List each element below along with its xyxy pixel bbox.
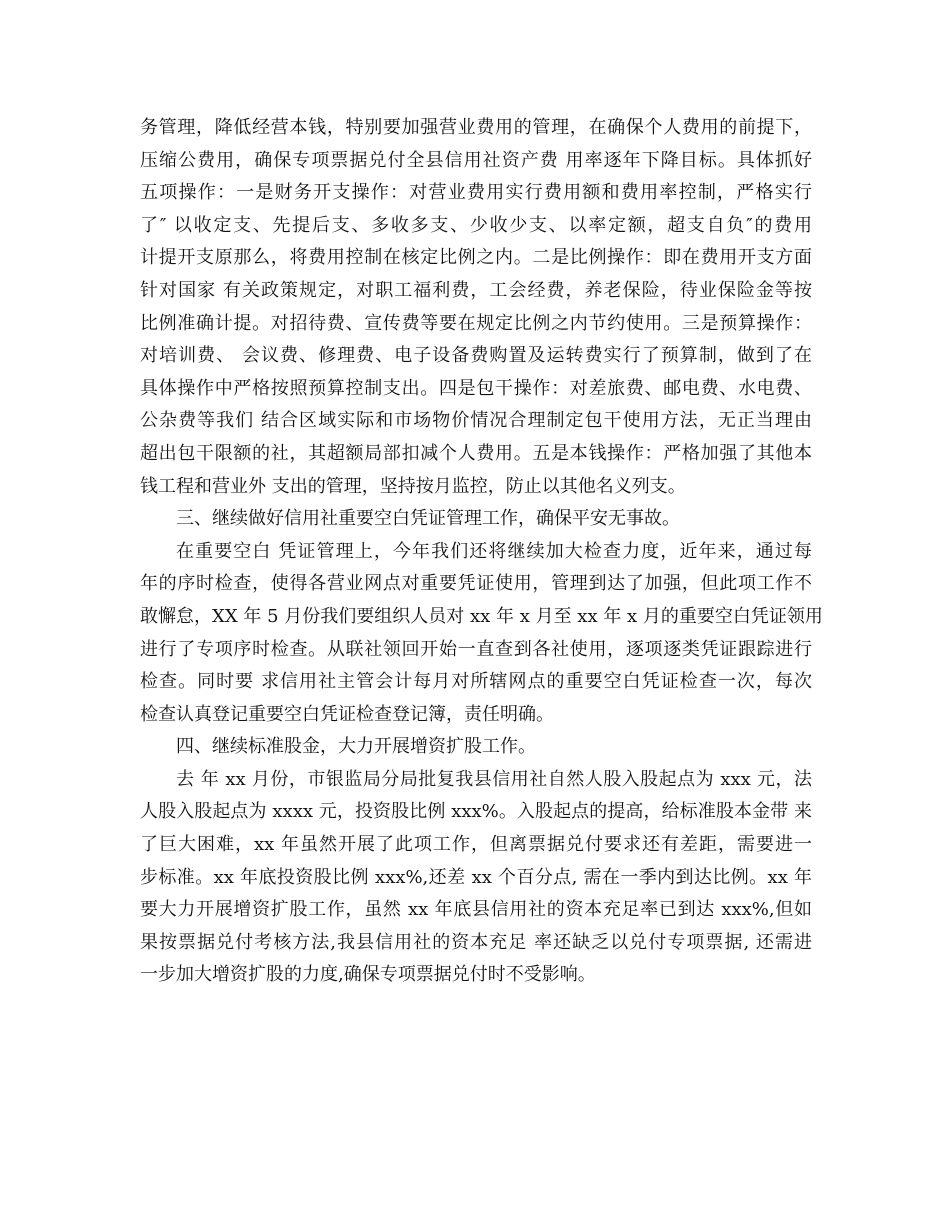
section-heading: 四、继续标准股金，大力开展增资扩股工作。: [176, 736, 536, 758]
text-line: 对培训费、 会议费、修理费、电子设备费购置及运转费实行了预算制，做到了在: [140, 345, 812, 367]
text-line: 针对国家 有关政策规定，对职工福利费，工会经费，养老保险，待业保险金等按: [140, 279, 812, 301]
text-line: 超出包干限额的社，其超额局部扣减个人费用。五是本钱操作：严格加强了其他本: [140, 442, 812, 464]
text-line: 一步加大增资扩股的力度,确保专项票据兑付时不受影响。: [140, 964, 596, 986]
document-body: [140, 112, 823, 992]
text-line: 公杂费等我们 结合区域实际和市场物价情况合理制定包干使用方法，无正当理由: [140, 410, 812, 432]
text-line: 压缩公费用，确保专项票据兑付全县信用社资产费 用率逐年下降目标。具体抓好: [140, 149, 812, 171]
text-line: 了″ 以收定支、先提后支、多收多支、少收少支、以率定额，超支自负″的费用: [140, 214, 812, 236]
text-line: 检查。同时要 求信用社主管会计每月对所辖网点的重要空白凭证检查一次，每次: [140, 671, 812, 693]
text-line: 敢懈怠，XX 年 5 月份我们要组织人员对 xx 年 x 月至 xx 年 x 月的重要空白凭证领用: [140, 605, 823, 627]
text-line: 比例准确计提。对招待费、宣传费等要在规定比例之内节约使用。三是预算操作：: [140, 312, 812, 334]
section-heading: 三、继续做好信用社重要空白凭证管理工作，确保平安无事故。: [176, 508, 680, 530]
text-line: 钱工程和营业外 支出的管理，坚持按月监控，防止以其他名义列支。: [140, 475, 686, 497]
text-line: 进行了专项序时检查。从联社领回开始一直查到各社使用，逐项逐类凭证跟踪进行: [140, 638, 812, 660]
text-line: 年的序时检查，使得各营业网点对重要凭证使用，管理到达了加强，但此项工作不: [140, 573, 812, 595]
text-line: 步标准。xx 年底投资股比例 xxx%,还差 xx 个百分点, 需在一季内到达比例。xx 年: [140, 866, 812, 888]
text-line: 果按票据兑付考核方法,我县信用社的资本充足 率还缺乏以兑付专项票据, 还需进: [140, 931, 812, 953]
text-line: 人股入股起点为 xxxx 元，投资股比例 xxx%。入股起点的提高，给标准股本金带 来: [140, 801, 812, 823]
text-line: 五项操作：一是财务开支操作：对营业费用实行费用额和费用率控制，严格实行: [140, 182, 812, 204]
text-line: 务管理，降低经营本钱，特别要加强营业费用的管理，在确保个人费用的前提下，: [140, 117, 812, 138]
text-line: 计提开支原那么，将费用控制在核定比例之内。二是比例操作：即在费用开支方面: [140, 247, 812, 269]
text-line: 检查认真登记重要空白凭证检查登记簿，责任明确。: [140, 703, 554, 725]
text-line: 具体操作中严格按照预算控制支出。四是包干操作：对差旅费、邮电费、水电费、: [140, 377, 812, 399]
text-line: 了巨大困难，xx 年虽然开展了此项工作，但离票据兑付要求还有差距，需要进一: [140, 834, 812, 856]
text-line: 去 年 xx 月份，市银监局分局批复我县信用社自然人股入股起点为 xxx 元，法: [176, 768, 812, 790]
text-line: 在重要空白 凭证管理上，今年我们还将继续加大检查力度，近年来，通过每: [176, 540, 812, 562]
text-line: 要大力开展增资扩股工作，虽然 xx 年底县信用社的资本充足率已到达 xxx%,但如: [140, 899, 812, 921]
